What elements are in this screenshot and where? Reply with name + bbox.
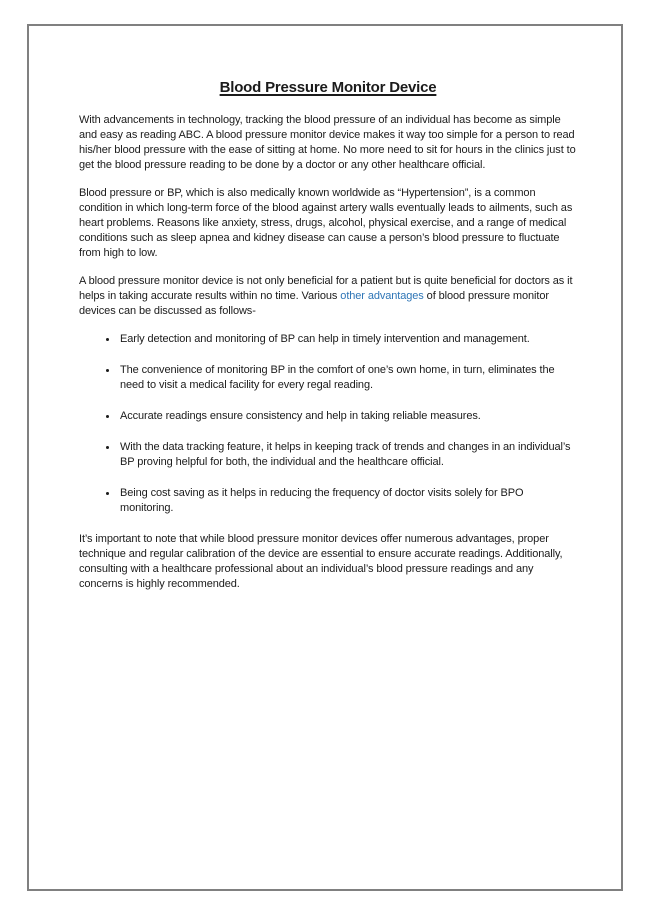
advantage-item-4: • With the data tracking feature, it helps in keeping track of trends and changes in an individual’s BP proving helpful for both, the individual and the healthcare official. <box>118 440 577 470</box>
link-paragraph-before: A blood pressure monitor device is not only beneficial for a patient but is quite beneficial for doctors as it helps in taking accurate results within no time. Various <box>79 275 573 302</box>
page-title: Blood Pressure Monitor Device <box>219 79 437 96</box>
advantage-item-1: • Early detection and monitoring of BP can help in timely intervention and management. <box>118 332 577 347</box>
advantages-list <box>79 332 577 516</box>
other-advantages-link[interactable]: other advantages <box>340 290 424 302</box>
advantage-item-3: • Accurate readings ensure consistency and help in taking reliable measures. <box>118 409 577 424</box>
closing-paragraph: It’s important to note that while blood pressure monitor devices offer numerous advantages, proper technique and regular calibration of the device are essential to ensure accurate readings. Additionally, consulting with a healthcare professional about an individual’s blood pressure readings and any concerns is highly recommended. <box>79 533 563 590</box>
advantage-item-2: • The convenience of monitoring BP in the comfort of one’s own home, in turn, eliminates the need to visit a medical facility for every regal reading. <box>118 363 577 393</box>
link-paragraph <box>79 274 577 319</box>
document-page <box>27 24 623 891</box>
intro-paragraph-2: Blood pressure or BP, which is also medically known worldwide as “Hypertension”, is a common condition in which long-term force of the blood against artery walls eventually leads to ailments, such as heart problems. Reasons like anxiety, stress, drugs, alcohol, physical exercise, and a range of medical conditions such as sleep apnea and kidney disease can cause a person’s blood pressure to fluctuate from high to low. <box>79 187 573 259</box>
advantage-item-5: • Being cost saving as it helps in reducing the frequency of doctor visits solely for BPO monitoring. <box>118 486 577 516</box>
link-paragraph-after: of blood pressure monitor devices can be discussed as follows- <box>79 290 549 317</box>
document-content <box>29 26 621 592</box>
intro-paragraph-1: With advancements in technology, tracking the blood pressure of an individual has become as simple and easy as reading ABC. A blood pressure monitor device makes it way too simple for a person to read his/her blood pressure with the ease of sitting at home. No more need to sit for hours in the clinics just to get the blood pressure reading to be done by a doctor or any other healthcare official. <box>79 114 576 171</box>
